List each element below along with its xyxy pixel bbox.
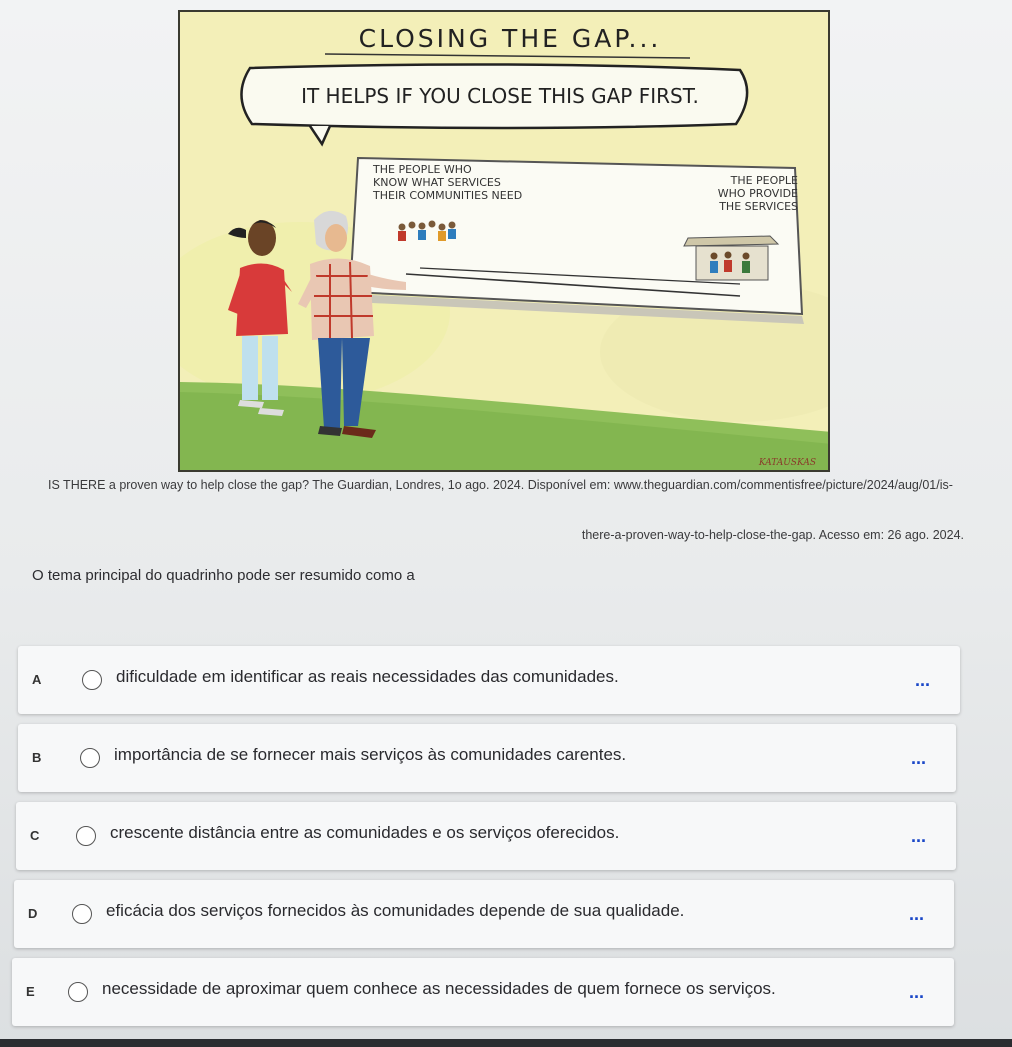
option-c[interactable] bbox=[16, 802, 956, 870]
more-options-icon[interactable]: ... bbox=[910, 826, 926, 846]
radio-button[interactable] bbox=[76, 826, 96, 846]
option-letter: A bbox=[32, 672, 42, 687]
board-right-line: WHO PROVIDE bbox=[717, 187, 798, 200]
speech-bubble-text: IT HELPS IF YOU CLOSE THIS GAP FIRST. bbox=[301, 84, 699, 108]
option-e[interactable] bbox=[12, 958, 954, 1026]
option-letter: C bbox=[30, 828, 40, 843]
comic-illustration bbox=[180, 12, 830, 472]
radio-button[interactable] bbox=[68, 982, 88, 1002]
board-label-right bbox=[678, 174, 798, 213]
artist-signature: KATAUSKAS bbox=[758, 458, 816, 468]
question-text: O tema principal do quadrinho pode ser resumido como a bbox=[32, 567, 415, 584]
board-left-line: THEIR COMMUNITIES NEED bbox=[373, 189, 523, 202]
citation-line-2: there-a-proven-way-to-help-close-the-gap. Acesso em: 26 ago. 2024. bbox=[581, 528, 964, 542]
more-options-icon[interactable]: ... bbox=[910, 748, 926, 768]
comic-title: CLOSING THE GAP... bbox=[358, 24, 662, 53]
option-text: importância de se fornecer mais serviços às comunidades carentes. bbox=[114, 745, 627, 764]
comic-strip bbox=[178, 10, 830, 472]
option-letter: B bbox=[32, 750, 42, 765]
board-label-left bbox=[373, 163, 553, 202]
bottom-bar bbox=[0, 1039, 1012, 1047]
option-text: dificuldade em identificar as reais necessidades das comunidades. bbox=[116, 667, 619, 686]
option-text: necessidade de aproximar quem conhece as necessidades de quem fornece os serviços. bbox=[102, 979, 776, 998]
option-d[interactable] bbox=[14, 880, 954, 948]
board-left-line: THE PEOPLE WHO bbox=[373, 163, 472, 176]
radio-button[interactable] bbox=[82, 670, 102, 690]
more-options-icon[interactable]: ... bbox=[914, 670, 930, 690]
option-b[interactable] bbox=[18, 724, 956, 792]
more-options-icon[interactable]: ... bbox=[908, 904, 924, 924]
option-letter: D bbox=[28, 906, 38, 921]
board-right-line: THE PEOPLE bbox=[730, 174, 798, 187]
radio-button[interactable] bbox=[80, 748, 100, 768]
option-text: crescente distância entre as comunidades e os serviços oferecidos. bbox=[110, 823, 620, 842]
citation-line-1: IS THERE a proven way to help close the gap? The Guardian, Londres, 1o ago. 2024. Disponível em: www.theguardian.com/commentisfree/picture/2024/aug/01/is- bbox=[48, 478, 953, 492]
board-right-line: THE SERVICES bbox=[719, 200, 798, 213]
board-left-line: KNOW WHAT SERVICES bbox=[373, 176, 501, 189]
option-letter: E bbox=[26, 984, 35, 999]
more-options-icon[interactable]: ... bbox=[908, 982, 924, 1002]
option-a[interactable] bbox=[18, 646, 960, 714]
radio-button[interactable] bbox=[72, 904, 92, 924]
option-text: eficácia dos serviços fornecidos às comunidades depende de sua qualidade. bbox=[106, 901, 685, 920]
